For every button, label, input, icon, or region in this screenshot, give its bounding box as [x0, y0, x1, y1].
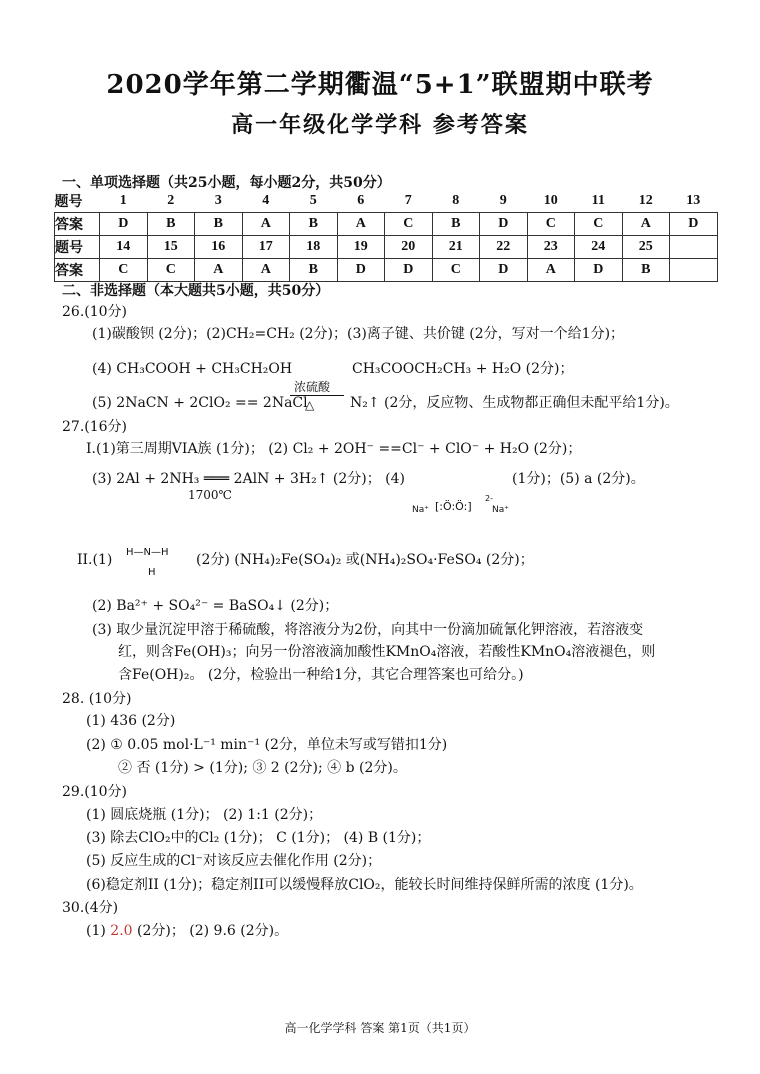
question-number-cell: 23 [527, 236, 575, 259]
q27-line5: (3) 取少量沉淀甲溶于稀硫酸，将溶液分为2份，向其中一份滴加硫氰化钾溶液，若溶液变 [92, 622, 644, 638]
answer-cell: A [337, 213, 385, 236]
question-number-cell: 11 [591, 193, 605, 208]
peroxide-ion-structure: [:Ö:Ö:] [435, 500, 472, 513]
answer-cell: B [147, 213, 195, 236]
question-number-cell: 14 [100, 236, 148, 259]
row-label-question: 题号 [55, 236, 100, 259]
q30-part1-label: (1) [86, 923, 111, 939]
q28-line2: (2) ① 0.05 mol·L⁻¹ min⁻¹ (2分，单位未写或写错扣1分) [86, 737, 448, 753]
question-number-cell [670, 236, 718, 259]
answer-table [54, 190, 718, 282]
answer-cell: A [242, 259, 290, 282]
answer-cell: C [432, 259, 480, 282]
reaction-arrow [290, 395, 344, 396]
q27-line7: 含Fe(OH)₂。 (2分，检验出一种给1分，其它合理答案也可给分。) [118, 667, 524, 683]
question-number-cell: 16 [195, 236, 243, 259]
answer-cell: B [432, 213, 480, 236]
reaction-condition-top: 浓硫酸 [294, 380, 331, 394]
question-number-cell: 2 [167, 193, 175, 208]
q26-line2b: CH₃COOCH₂CH₃ + H₂O (2分)； [352, 361, 574, 377]
q26-line3b: N₂↑ (2分，反应物、生成物都正确但未配平给1分)。 [350, 395, 679, 411]
answer-cell: C [575, 213, 623, 236]
ion-charge: 2- [485, 494, 493, 503]
answer-cell: D [575, 259, 623, 282]
question-number-cell: 6 [357, 193, 365, 208]
q27-part2-answer: (2分) (NH₄)₂Fe(SO₄)₂ 或(NH₄)₂SO₄·FeSO₄ (2分)； [196, 552, 534, 568]
q30-heading: 30.(4分) [62, 900, 119, 916]
q29-heading: 29.(10分) [62, 784, 128, 800]
answer-cell: D [480, 213, 528, 236]
section1-heading: 一、单项选择题（共25小题，每小题2分，共50分） [62, 175, 391, 191]
question-number-cell: 12 [638, 193, 653, 208]
question-number-cell: 18 [290, 236, 338, 259]
q27-line2a: (3) 2Al + 2NH₃ ═══ 2AlN + 3H₂↑ (2分)； (4) [92, 471, 405, 487]
page-subtitle: 高一年级化学学科 参考答案 [231, 112, 529, 138]
reaction-condition-temp: 1700℃ [188, 488, 232, 502]
question-number-cell: 10 [543, 193, 558, 208]
answer-cell: C [100, 259, 148, 282]
q28-heading: 28. (10分) [62, 691, 132, 707]
row-label-answer: 答案 [55, 259, 100, 282]
answer-cell: D [100, 213, 148, 236]
q27-line4: (2) Ba²⁺ + SO₄²⁻ = BaSO₄↓ (2分)； [92, 598, 339, 614]
ion-na-left: Na⁺ [412, 505, 429, 515]
q26-line1: (1)碳酸钡 (2分)；(2)CH₂=CH₂ (2分)；(3)离子键、共价键 (2分，写对一个给1分)； [92, 326, 625, 342]
question-number-cell: 15 [147, 236, 195, 259]
answer-cell: C [527, 213, 575, 236]
ammonia-structure-top: H—N—H [126, 547, 169, 558]
answer-cell: A [242, 213, 290, 236]
question-number-cell: 24 [575, 236, 623, 259]
row-label-answer: 答案 [55, 213, 100, 236]
q29-line2: (3) 除去ClO₂中的Cl₂ (1分)； C (1分)； (4) B (1分)； [86, 830, 431, 846]
answer-cell: C [147, 259, 195, 282]
question-number-cell: 19 [337, 236, 385, 259]
q27-line6: 红，则含Fe(OH)₃；向另一份溶液滴加酸性KMnO₄溶液，若酸性KMnO₄溶液褪色，则 [118, 644, 656, 660]
reaction-condition-bottom: △ [305, 398, 315, 412]
q29-line4: (6)稳定剂II (1分)；稳定剂II可以缓慢释放ClO₂，能较长时间维持保鲜所需的浓度 (1分)。 [86, 877, 643, 893]
question-number-cell: 8 [452, 193, 460, 208]
answer-cell: D [480, 259, 528, 282]
q27-part2-label: II.(1) [77, 552, 113, 568]
page-title: 2020学年第二学期衢温“5+1”联盟期中联考 [106, 70, 654, 100]
ion-na-right: Na⁺ [492, 505, 509, 515]
q29-line3: (5) 反应生成的Cl⁻对该反应去催化作用 (2分)； [86, 853, 382, 869]
q29-line1: (1) 圆底烧瓶 (1分)； (2) 1:1 (2分)； [86, 807, 323, 823]
answer-cell [670, 259, 718, 282]
q30-line1 [86, 922, 288, 940]
ammonia-structure-bottom: H [148, 567, 156, 578]
answer-cell: B [290, 259, 338, 282]
row-label-question: 题号 [54, 195, 83, 210]
question-number-cell: 22 [480, 236, 528, 259]
question-number-cell: 20 [385, 236, 433, 259]
question-number-cell: 13 [686, 193, 701, 208]
q26-heading: 26.(10分) [62, 304, 128, 320]
answer-cell: D [385, 259, 433, 282]
q26-line3a: (5) 2NaCN + 2ClO₂ == 2NaCl [92, 395, 308, 411]
question-number-cell: 1 [119, 193, 127, 208]
answer-cell: B [290, 213, 338, 236]
answer-cell: D [670, 213, 718, 236]
answer-cell: B [195, 213, 243, 236]
question-number-cell: 4 [262, 193, 270, 208]
answer-cell: A [527, 259, 575, 282]
q26-line2a: (4) CH₃COOH + CH₃CH₂OH [92, 361, 293, 377]
question-number-cell: 3 [214, 193, 222, 208]
answer-cell: D [337, 259, 385, 282]
q30-answer-highlight: 2.0 [110, 923, 133, 939]
q27-heading: 27.(16分) [62, 419, 128, 435]
answer-cell: C [385, 213, 433, 236]
q28-line1: (1) 436 (2分) [86, 713, 176, 729]
q27-line1: I.(1)第三周期VIA族 (1分)； (2) Cl₂ + 2OH⁻ ==Cl⁻ + ClO⁻ + H₂O (2分)； [86, 441, 582, 457]
question-number-cell: 17 [242, 236, 290, 259]
section2-heading: 二、非选择题（本大题共5小题，共50分） [62, 283, 330, 299]
q28-line3: ② 否 (1分) > (1分); ③ 2 (2分); ④ b (2分)。 [118, 760, 407, 776]
q30-rest: (2分)； (2) 9.6 (2分)。 [132, 923, 289, 939]
question-number-cell: 21 [432, 236, 480, 259]
question-number-cell: 7 [404, 193, 412, 208]
q27-line2b: (1分)；(5) a (2分)。 [512, 471, 645, 487]
question-number-cell: 5 [309, 193, 317, 208]
answer-cell: A [622, 213, 670, 236]
answer-cell: B [622, 259, 670, 282]
page-footer: 高一化学学科 答案 第1页（共1页） [284, 1021, 476, 1035]
question-number-cell: 9 [499, 193, 507, 208]
answer-cell: A [195, 259, 243, 282]
question-number-cell: 25 [622, 236, 670, 259]
